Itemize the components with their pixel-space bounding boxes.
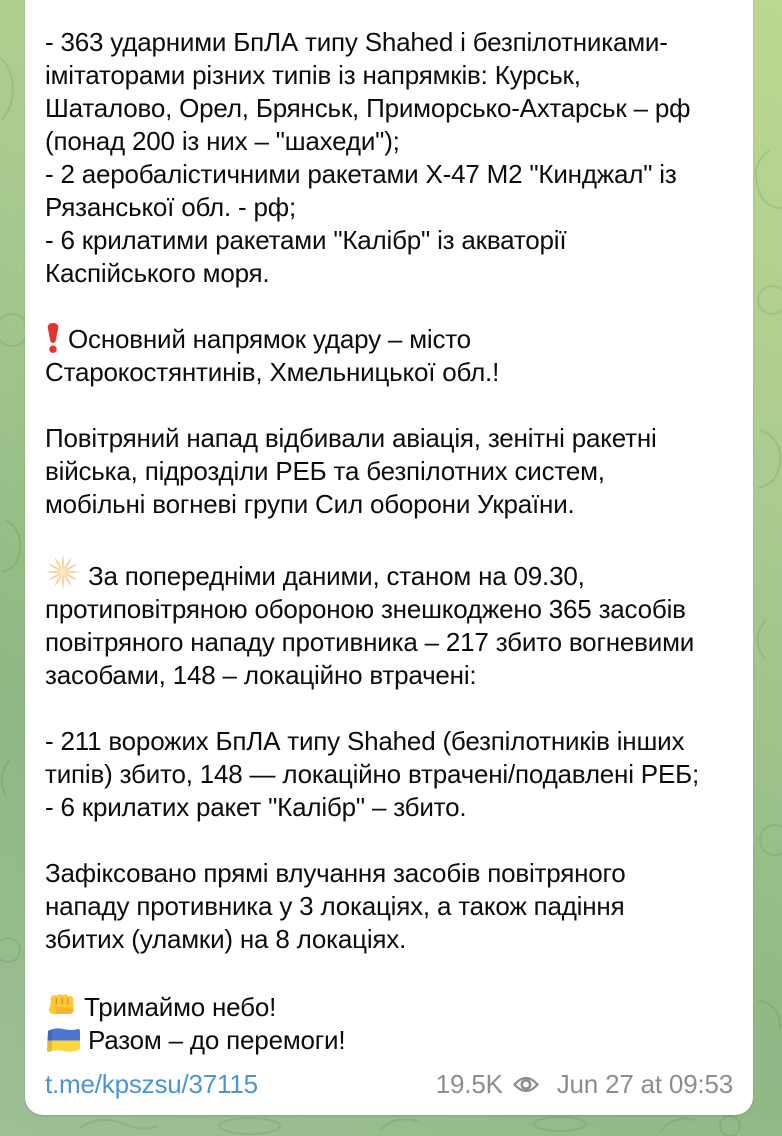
message-paragraph [45, 989, 733, 1057]
message-text [45, 26, 733, 1057]
message-line: - 211 ворожих БпЛА типу Shahed (безпілотників інших [45, 726, 685, 756]
message-line: - 363 ударними БпЛА типу Shahed і безпілотниками- [45, 27, 668, 57]
message-line: мобільні вогневі групи Сил оборони України. [45, 489, 575, 519]
message-paragraph [45, 323, 733, 389]
message-line: - 6 крилатими ракетами "Калібр" із акваторії [45, 225, 567, 255]
post-link[interactable]: t.me/kpszsu/37115 [45, 1069, 258, 1099]
message-line: Старокостянтинів, Хмельницької обл.! [45, 357, 500, 387]
message-footer [45, 1068, 733, 1101]
message-line: збитих (уламки) на 8 локаціях. [45, 924, 407, 954]
message-paragraph [45, 554, 733, 692]
message-line: Тримаймо небо! [45, 989, 733, 1024]
starburst-emoji [45, 554, 81, 590]
ukraine-flag-emoji [45, 1027, 81, 1054]
message-line: імітаторами різних типів із напрямків: Курськ, [45, 60, 581, 90]
red-exclamation-emoji [45, 323, 61, 353]
message-line: нападу противника у 3 локаціях, а також падіння [45, 891, 625, 921]
message-line: За попередніми даними, станом на 09.30, [45, 554, 733, 593]
message-line: Шаталово, Орел, Брянськ, Приморсько-Ахтарськ – рф [45, 93, 691, 123]
timestamp: Jun 27 at 09:53 [556, 1069, 733, 1099]
message-meta [436, 1068, 733, 1101]
message-line: Зафіксовано прямі влучання засобів повітряного [45, 858, 626, 888]
views-count: 19.5K [435, 1069, 503, 1099]
message-line: Рязанської обл. - рф; [45, 192, 296, 222]
message-paragraph [45, 422, 733, 521]
message-line: Каспійського моря. [45, 258, 270, 288]
message-bubble [25, 0, 753, 1115]
message-line: Разом – до перемоги! [45, 1024, 733, 1057]
message-paragraph [45, 26, 733, 290]
message-line: - 6 крилатих ракет "Калібр" – збито. [45, 792, 467, 822]
message-paragraph [45, 857, 733, 956]
message-paragraph [45, 725, 733, 824]
raised-fist-emoji [45, 989, 77, 1021]
message-line: повітряного нападу противника – 217 збито вогневими [45, 627, 695, 657]
message-line: війська, підрозділи РЕБ та безпілотних систем, [45, 456, 605, 486]
message-line: засобами, 148 – локаційно втрачені: [45, 660, 477, 690]
message-line: - 2 аеробалістичними ракетами Х-47 М2 "Кинджал" із [45, 159, 677, 189]
message-line: Основний напрямок удару – місто [45, 323, 733, 356]
message-line: протиповітряною обороною знешкоджено 365 засобів [45, 594, 686, 624]
eye-icon [512, 1075, 540, 1094]
message-line: Повітряний напад відбивали авіація, зенітні ракетні [45, 423, 657, 453]
message-line: (понад 200 із них – "шахеди"); [45, 126, 400, 156]
message-line: типів) збито, 148 — локаційно втрачені/подавлені РЕБ; [45, 759, 699, 789]
